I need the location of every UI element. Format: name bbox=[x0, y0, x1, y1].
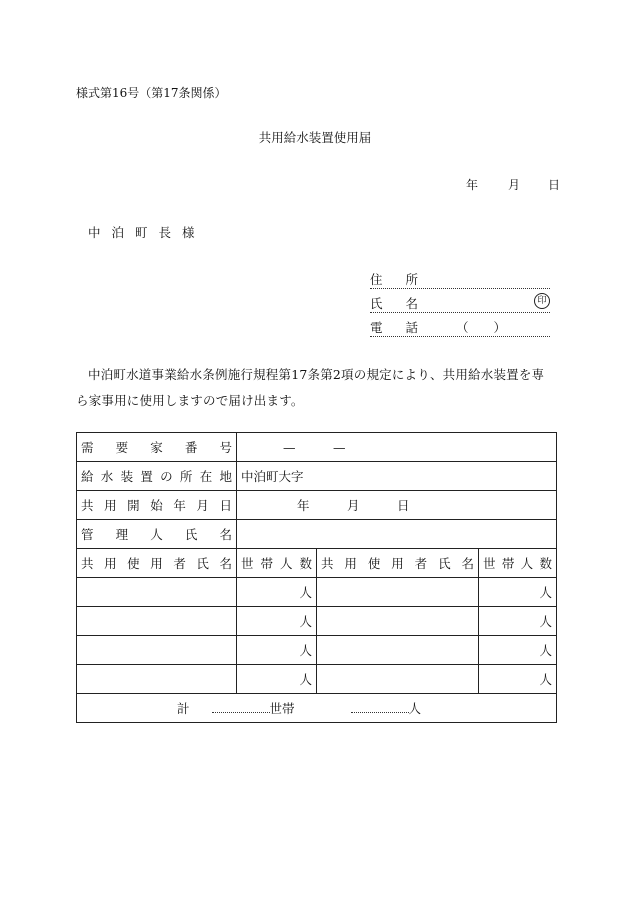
user-row bbox=[77, 665, 557, 694]
address-label: 住所 bbox=[370, 272, 442, 287]
date-year: 年 bbox=[466, 178, 479, 192]
household-count-header: 世帯人数 bbox=[237, 549, 317, 578]
total-row bbox=[77, 694, 557, 723]
users-header-row bbox=[77, 549, 557, 578]
document-title: 共用給水装置使用届 bbox=[258, 130, 372, 145]
manager-row bbox=[77, 520, 557, 549]
household-count-cell[interactable]: 人 bbox=[479, 665, 557, 694]
household-unit: 世帯 bbox=[269, 701, 295, 716]
household-count-cell[interactable]: 人 bbox=[237, 607, 317, 636]
user-row bbox=[77, 578, 557, 607]
user-name-header-2: 共用使用者氏名 bbox=[317, 549, 479, 578]
date-day: 日 bbox=[548, 178, 561, 192]
date-line bbox=[466, 176, 560, 193]
location-row bbox=[77, 462, 557, 491]
declaration-text: 中泊町水道事業給水条例施行規程第17条第2項の規定により、共用給水装置を専ら家事用に使用しますので届け出ます。 bbox=[76, 367, 545, 408]
user-name-cell[interactable] bbox=[77, 578, 237, 607]
household-count-cell[interactable]: 人 bbox=[479, 578, 557, 607]
name-row[interactable] bbox=[370, 294, 550, 313]
location-field[interactable]: 中泊町大字 bbox=[237, 462, 557, 491]
person-unit: 人 bbox=[408, 701, 422, 716]
user-name-cell[interactable] bbox=[77, 665, 237, 694]
phone-row[interactable]: 電話 （ ） bbox=[370, 318, 550, 337]
customer-number-label: 需要家番号 bbox=[77, 433, 237, 462]
user-name-cell[interactable] bbox=[317, 578, 479, 607]
total-label: 計 bbox=[177, 701, 190, 716]
user-name-cell[interactable] bbox=[317, 636, 479, 665]
start-date-label: 共用開始年月日 bbox=[77, 491, 237, 520]
household-count-cell[interactable]: 人 bbox=[479, 636, 557, 665]
customer-number-row bbox=[77, 433, 557, 462]
name-label: 氏名 bbox=[370, 296, 442, 311]
usage-table bbox=[76, 432, 557, 723]
household-count-cell[interactable]: 人 bbox=[237, 636, 317, 665]
user-row bbox=[77, 607, 557, 636]
household-count-header-2: 世帯人数 bbox=[479, 549, 557, 578]
person-total-blank[interactable] bbox=[351, 700, 409, 713]
customer-number-field[interactable]: — — bbox=[237, 433, 557, 462]
phone-label: 電話 bbox=[370, 320, 442, 335]
total-cell bbox=[77, 694, 557, 723]
start-date-row bbox=[77, 491, 557, 520]
address-row[interactable] bbox=[370, 270, 550, 289]
user-name-cell[interactable] bbox=[317, 665, 479, 694]
addressee: 中泊町長様 bbox=[88, 225, 206, 240]
household-count-cell[interactable]: 人 bbox=[237, 578, 317, 607]
location-label: 給水装置の所在地 bbox=[77, 462, 237, 491]
household-count-cell[interactable]: 人 bbox=[237, 665, 317, 694]
manager-label: 管理人氏名 bbox=[77, 520, 237, 549]
user-name-cell[interactable] bbox=[77, 636, 237, 665]
seal-icon: 印 bbox=[534, 293, 550, 309]
manager-field[interactable] bbox=[237, 520, 557, 549]
user-row bbox=[77, 636, 557, 665]
household-count-cell[interactable]: 人 bbox=[479, 607, 557, 636]
start-date-field[interactable]: 年 月 日 bbox=[237, 491, 557, 520]
user-name-cell[interactable] bbox=[317, 607, 479, 636]
user-name-cell[interactable] bbox=[77, 607, 237, 636]
date-month: 月 bbox=[508, 178, 521, 192]
form-number: 様式第16号（第17条関係） bbox=[76, 86, 227, 100]
household-total-blank[interactable] bbox=[212, 700, 270, 713]
user-name-header: 共用使用者氏名 bbox=[77, 549, 237, 578]
